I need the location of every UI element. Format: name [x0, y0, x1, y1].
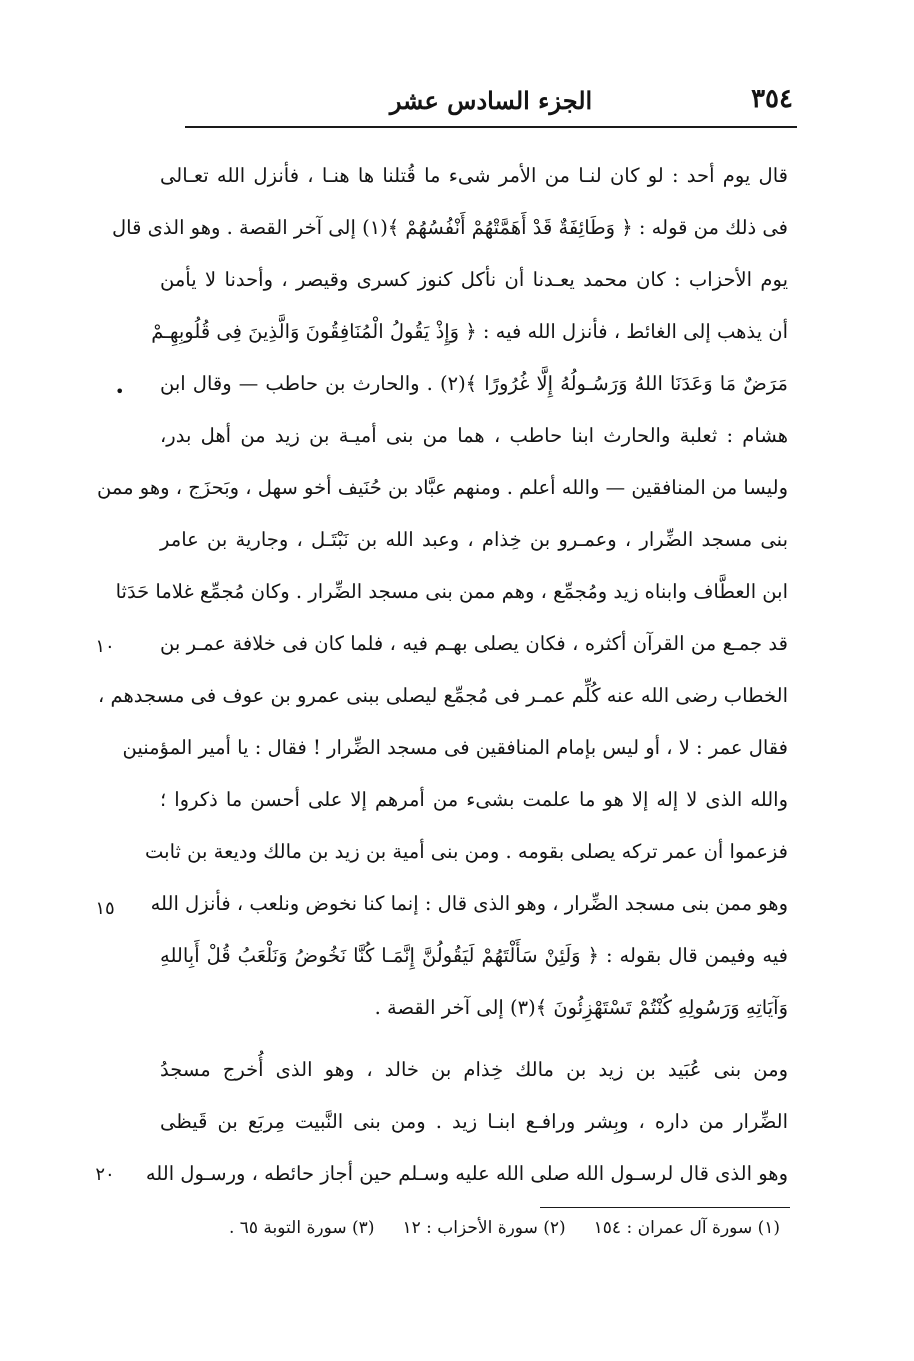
text-line: قال يوم أحد : لو كان لنـا من الأمر شىء ما قُتلنا ها هنـا ، فأنزل الله تعـالى — [160, 164, 788, 187]
text-line: أن يذهب إلى الغائط ، فأنزل الله فيه : ﴿ وَإِذْ يَقُولُ الْمُنَافِقُونَ وَالَّذِينَ فِى قُلُوبِهِـمْ — [151, 320, 788, 343]
margin-dot: • — [115, 382, 125, 401]
text-line: قد جمـع من القرآن أكثره ، فكان يصلى بهـم فيه ، فلما كان فى خلافة عمـر بن — [160, 632, 788, 655]
footnote-3: (٣) سورة التوبة ٦٥ . — [228, 1218, 375, 1238]
line-number-15: ١٥ — [95, 898, 115, 919]
text-line: هشام : ثعلبة والحارث ابنا حاطب ، هما من بنى أميـة بن زيد من أهل بدر، — [160, 424, 788, 447]
text-line: فى ذلك من قوله : ﴿ وَطَائِفَةٌ قَدْ أَهَمَّتْهُمْ أَنْفُسُهُمْ ﴾(١) إلى آخر القصة . وهو الذى قال — [112, 216, 788, 239]
footnotes — [170, 1218, 780, 1238]
text-line: يوم الأحزاب : كان محمد يعـدنا أن نأكل كنوز كسرى وقيصر ، وأحدنا لا يأمن — [160, 268, 788, 291]
text-line: ومن بنى عُبَيد بن زيد بن مالك خِذام بن خالد ، وهو الذى أُخرج مسجدُ — [160, 1058, 788, 1081]
footnote-1: (١) سورة آل عمران : ١٥٤ — [593, 1218, 780, 1238]
text-line: فيه وفيمن قال بقوله : ﴿ وَلَئِنْ سَأَلْتَهُمْ لَيَقُولُنَّ إِنَّمَـا كُنَّا نَخُوضُ وَنَلْعَبُ قُلْ أَبِاللهِ — [160, 944, 788, 967]
text-line: الخطاب رضى الله عنه كُلِّم عمـر فى مُجمِّع ليصلى ببنى عمرو بن عوف فى مسجدهم ، — [97, 684, 788, 707]
paragraph-break — [160, 1034, 788, 1044]
line-number-20: ٢٠ — [95, 1164, 115, 1185]
text-line: وهو ممن بنى مسجد الضِّرار ، وهو الذى قال : إنما كنا نخوض ونلعب ، فأنزل الله — [150, 892, 788, 915]
text-line: الضِّرار من داره ، وبِشر ورافـع ابنـا زيد . ومن بنى النَّبيت مِربَع بن قَيظى — [160, 1110, 788, 1133]
text-line: ابن العطَّاف وابناه زيد ومُجمِّع ، وهم ممن بنى مسجد الضِّرار . وكان مُجمِّع غلاما حَدَثا — [115, 580, 788, 603]
line-number-10: ١٠ — [95, 636, 115, 657]
footnote-divider — [540, 1207, 790, 1208]
text-line: مَرَضٌ مَا وَعَدَنَا اللهُ وَرَسُـولُهُ إِلَّا غُرُورًا ﴾(٢) . والحارث بن حاطب — وقال ابن — [160, 372, 788, 395]
text-line: فقال عمر : لا ، أو ليس بإمام المنافقين فى مسجد الضِّرار ! فقال : يا أمير المؤمنين — [122, 736, 788, 759]
page-header — [185, 78, 797, 128]
text-line: وهو الذى قال لرسـول الله صلى الله عليه وسـلم حين أجاز حائطه ، ورسـول الله — [145, 1162, 788, 1185]
text-line: والله الذى لا إله إلا هو ما علمت بشىء من أمرهم إلا على أحسن ما ذكروا ؛ — [160, 788, 788, 811]
text-line: وليسا من المنافقين — والله أعلم . ومنهم عبَّاد بن حُنَيف أخو سهل ، وبَحزَج ، وهو ممن — [97, 476, 788, 499]
text-line: بنى مسجد الضِّرار ، وعمـرو بن خِذام ، وعبد الله بن نَبْتَـل ، وجارية بن عامر — [160, 528, 788, 551]
text-line: وَآيَاتِهِ وَرَسُولِهِ كُنْتُمْ تَسْتَهْزِئُونَ ﴾(٣) إلى آخر القصة . — [374, 996, 788, 1019]
page-number: ٣٥٤ — [751, 84, 793, 114]
footnote-2: (٢) سورة الأحزاب : ١٢ — [402, 1218, 566, 1238]
text-line: فزعموا أن عمر تركه يصلى بقومه . ومن بنى أمية بن زيد بن مالك وديعة بن ثابت — [145, 840, 788, 863]
running-head: الجزء السادس عشر — [389, 86, 593, 115]
